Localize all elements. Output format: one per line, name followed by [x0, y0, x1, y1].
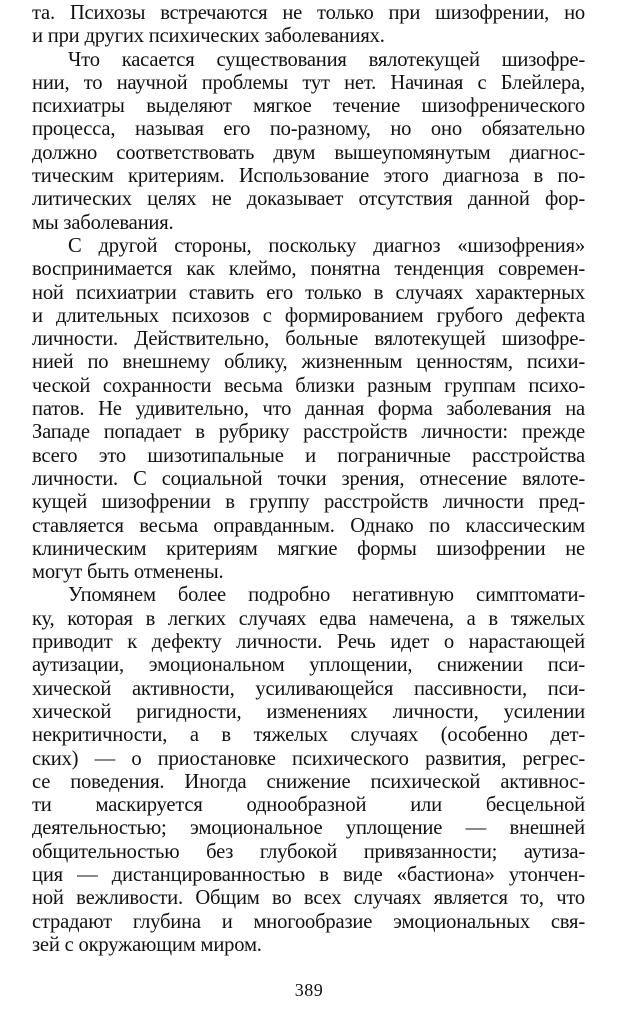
text-line: личности. С социальной точки зрения, отнесение вялоте- — [32, 467, 585, 490]
text-line: ти маскируется однообразной или бесцельной — [32, 794, 585, 817]
text-line: С другой стороны, поскольку диагноз «шизофрения» — [68, 234, 585, 257]
text-line: патов. Не удивительно, что данная форма заболевания на — [32, 398, 585, 421]
text-line: аутизации, эмоциональном уплощении, снижении пси- — [32, 654, 585, 677]
paragraph — [32, 584, 585, 957]
text-line: Западе попадает в рубрику расстройств личности: прежде — [32, 421, 585, 444]
text-line: се поведения. Иногда снижение психической активнос- — [32, 770, 585, 793]
text-line: воспринимается как клеймо, понятна тенденция современ- — [32, 258, 585, 281]
text-line: и длительных психозов с формированием грубого дефекта — [32, 304, 585, 327]
text-line: личности. Действительно, больные вялотекущей шизофре- — [32, 328, 585, 351]
text-line: Упомянем более подробно негативную симптомати- — [68, 584, 585, 607]
text-line: ной вежливости. Общим во всех случаях является то, что — [32, 887, 585, 910]
text-line: нии, то научной проблемы тут нет. Начиная с Блейлера, — [32, 71, 585, 94]
text-line: общительностью без глубокой привязанности; аутиза- — [32, 840, 585, 863]
text-line: страдают глубина и многообразие эмоциональных свя- — [32, 910, 585, 933]
text-line: нией по внешнему облику, жизненным ценностям, психи- — [32, 351, 585, 374]
text-line: кущей шизофрении в группу расстройств личности пред- — [32, 491, 585, 514]
paragraph — [32, 235, 585, 584]
text-line: ских) — о приостановке психического развития, регрес- — [32, 747, 585, 770]
text-line: ция — дистанцированностью в виде «бастиона» утончен- — [32, 863, 585, 886]
text-line: та. Психозы встречаются не только при шизофрении, но — [32, 2, 585, 24]
text-line: ной психиатрии ставить его только в случаях характерных — [32, 281, 585, 304]
text-line: зей с окружающим миром. — [32, 933, 262, 956]
text-line: хической ригидности, изменениях личности, усилении — [32, 700, 585, 723]
text-line: тическим критериям. Использование этого диагноза в по- — [32, 165, 585, 188]
text-line: Что касается существования вялотекущей шизофре- — [68, 48, 585, 71]
text-line: и при других психических заболеваниях. — [32, 25, 385, 48]
text-line: могут быть отменены. — [32, 561, 224, 584]
text-line: приводит к дефекту личности. Речь идет о нарастающей — [32, 631, 585, 654]
text-line: хической активности, усиливающейся пассивности, пси- — [32, 677, 585, 700]
text-line: всего это шизотипальные и пограничные расстройства — [32, 444, 585, 467]
text-line: клиническим критериям мягкие формы шизофрении не — [32, 537, 585, 560]
text-line: ку, которая в легких случаях едва намечена, а в тяжелых — [32, 607, 585, 630]
text-line: ческой сохранности весьма близки разным группам психо- — [32, 374, 585, 397]
text-line: литических целях не доказывает отсутствия данной фор- — [32, 188, 585, 211]
text-line: должно соответствовать двум вышеупомянутым диагнос- — [32, 141, 585, 164]
paragraph — [32, 49, 585, 235]
body-text — [32, 2, 585, 957]
text-line: психиатры выделяют мягкое течение шизофренического — [32, 95, 585, 118]
text-line: процесса, называя его по-разному, но оно обязательно — [32, 118, 585, 141]
text-line: ставляется весьма оправданным. Однако по классическим — [32, 514, 585, 537]
text-line: деятельностью; эмоциональное уплощение — внешней — [32, 817, 585, 840]
page-number: 389 — [294, 980, 324, 1000]
text-line: мы заболевания. — [32, 211, 174, 234]
paragraph — [32, 2, 585, 49]
text-line: некритичности, а в тяжелых случаях (особенно дет- — [32, 724, 585, 747]
